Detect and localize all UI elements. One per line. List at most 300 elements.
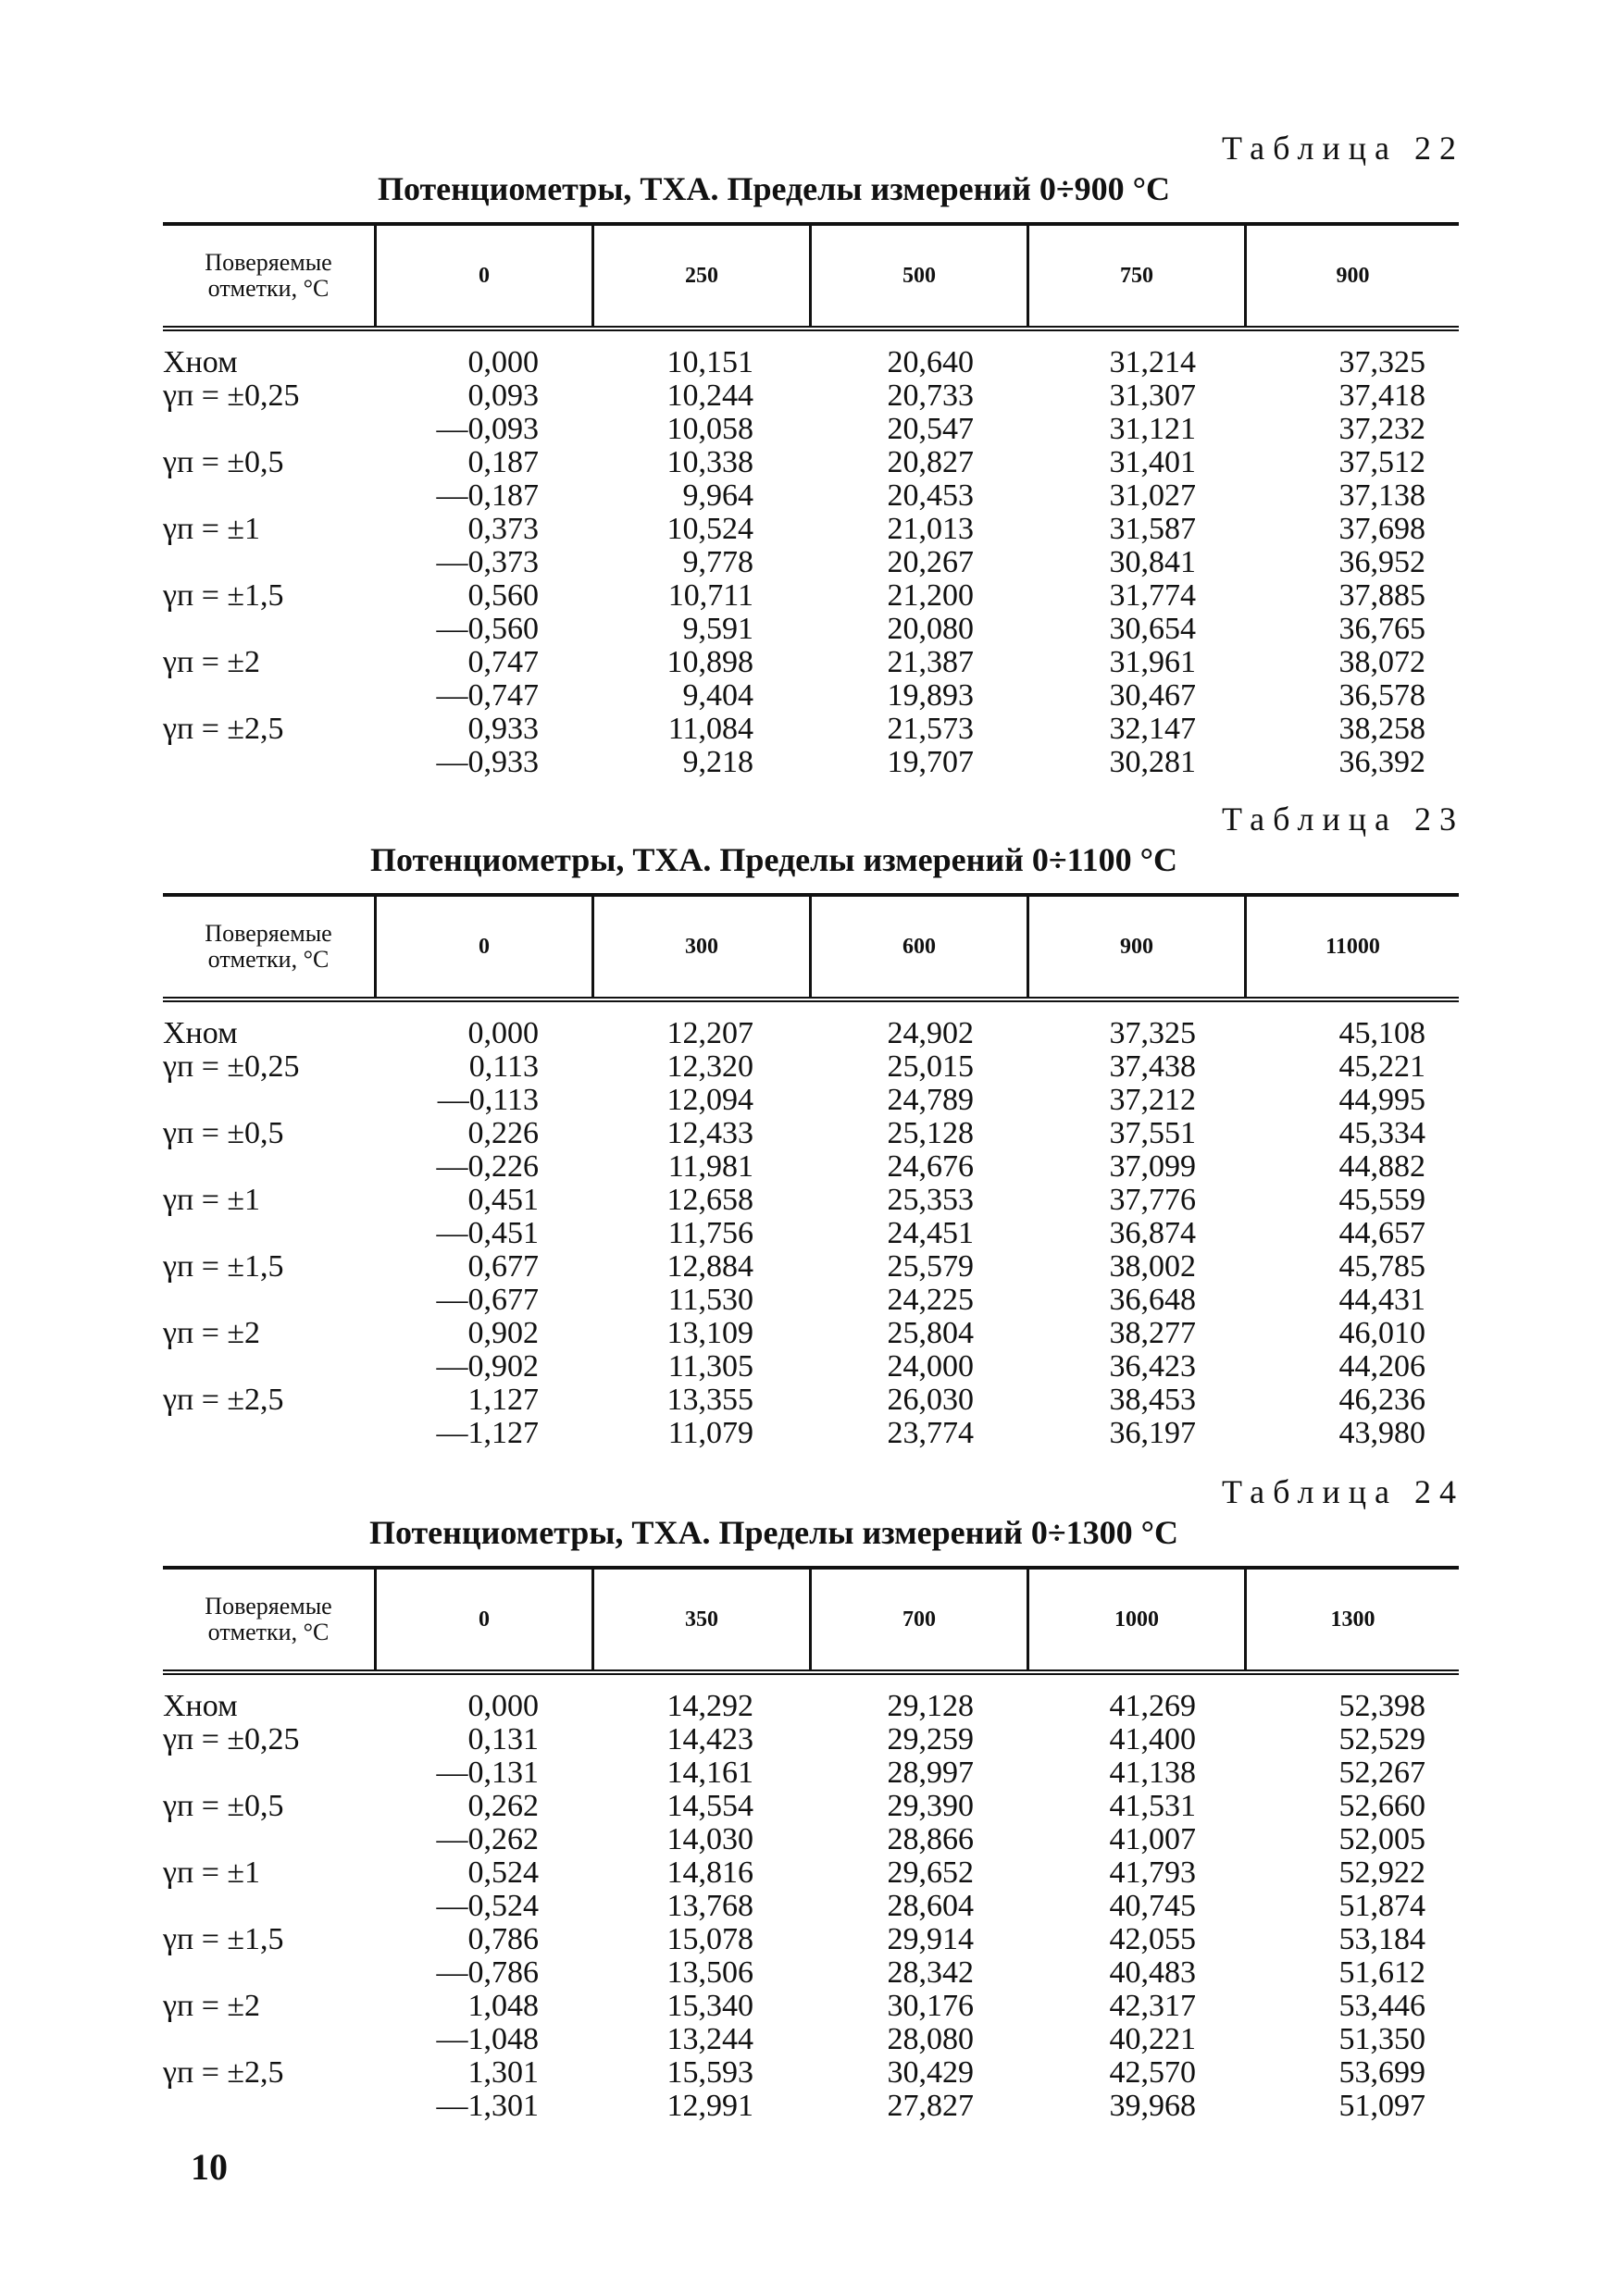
table-cell: 0,933 [467, 712, 539, 746]
table-cell: 28,604 [887, 1889, 974, 1923]
header-label-line: отметки, °C [207, 946, 330, 973]
table-cell: 38,453 [1109, 1383, 1196, 1417]
table-cell: 25,353 [887, 1183, 974, 1217]
table-cell: 23,774 [887, 1416, 974, 1450]
table-row [163, 2023, 1459, 2056]
row-label: Xном [163, 1016, 238, 1050]
table-cell: 38,072 [1338, 645, 1425, 679]
row-label: γп = ±2,5 [163, 2055, 284, 2090]
table-cell: 14,030 [666, 1822, 753, 1856]
table-cell: 0,000 [467, 345, 539, 379]
table-cell: —0,677 [436, 1283, 539, 1317]
table-cell: 13,355 [666, 1383, 753, 1417]
table-cell: 51,612 [1338, 1955, 1425, 1990]
table-cell: 40,221 [1109, 2022, 1196, 2056]
table-cell: 0,113 [468, 1049, 539, 1084]
table-cell: 0,747 [467, 645, 539, 679]
column-header: 250 [594, 226, 812, 326]
table-cell: 38,258 [1338, 712, 1425, 746]
table-cell: 43,980 [1338, 1416, 1425, 1450]
table-cell: 21,387 [887, 645, 974, 679]
table-title: Потенциометры, ТХА. Пределы измерений 0÷1300 °C [368, 1514, 1179, 1551]
header-label-line: отметки, °C [207, 275, 330, 302]
table-cell: 44,995 [1338, 1083, 1425, 1117]
row-label: γп = ±2,5 [163, 1383, 284, 1417]
table-cell: 52,005 [1338, 1822, 1425, 1856]
table-cell: 0,187 [467, 445, 539, 479]
row-label: γп = ±0,25 [163, 379, 300, 413]
row-label [163, 546, 374, 579]
table-cell: 37,551 [1109, 1116, 1196, 1150]
row-label [163, 1756, 374, 1790]
table-cell: 19,707 [887, 745, 974, 779]
table-cell: 37,885 [1338, 578, 1425, 613]
table-cell: 10,058 [666, 412, 753, 446]
table-row [163, 1317, 1459, 1350]
table-cell: 0,560 [467, 578, 539, 613]
table-cell: —0,131 [436, 1756, 539, 1790]
table-cell: 36,197 [1109, 1416, 1196, 1450]
table-23 [163, 799, 1464, 1450]
table-cell: 30,176 [887, 1989, 974, 2023]
table-cell: 13,109 [666, 1316, 753, 1350]
table-number: Таблица 23 [1222, 800, 1464, 838]
column-header: 500 [812, 226, 1029, 326]
column-header: 900 [1336, 263, 1370, 288]
table-cell: —0,451 [436, 1216, 539, 1250]
row-label: γп = ±1 [163, 1855, 261, 1890]
table-cell: 0,262 [467, 1789, 539, 1823]
table-row [163, 1990, 1459, 2023]
row-label: γп = ±0,5 [163, 1789, 284, 1823]
table-cell: 36,765 [1338, 612, 1425, 646]
table-cell: 41,400 [1109, 1722, 1196, 1756]
table-cell: 37,138 [1338, 478, 1425, 513]
table-cell: 44,206 [1338, 1349, 1425, 1384]
table-cell: 46,236 [1338, 1383, 1425, 1417]
row-label: γп = ±1 [163, 1183, 261, 1217]
table-cell: —1,048 [436, 2022, 539, 2056]
table-cell: 25,128 [887, 1116, 974, 1150]
table-row [163, 413, 1459, 446]
table-cell: 1,127 [467, 1383, 539, 1417]
table-row [163, 579, 1459, 613]
table-cell: 53,446 [1338, 1989, 1425, 2023]
table-cell: 24,000 [887, 1349, 974, 1384]
table-cell: 28,997 [887, 1756, 974, 1790]
table-cell: 36,392 [1338, 745, 1425, 779]
header-label-line: Поверяемые [205, 249, 332, 276]
row-label: γп = ±2,5 [163, 712, 284, 746]
row-label [163, 1956, 374, 1990]
row-label [163, 1217, 374, 1250]
table-cell: 28,080 [887, 2022, 974, 2056]
table-cell: 31,027 [1109, 478, 1196, 513]
table-cell: 24,902 [887, 1016, 974, 1050]
table-cell: —0,226 [436, 1149, 539, 1184]
table-cell: 52,660 [1338, 1789, 1425, 1823]
table-cell: —0,560 [436, 612, 539, 646]
row-label: γп = ±0,25 [163, 1722, 300, 1756]
table-cell: 24,676 [887, 1149, 974, 1184]
table-row [163, 1117, 1459, 1150]
table-cell: 20,827 [887, 445, 974, 479]
table-cell: —0,187 [436, 478, 539, 513]
row-label: γп = ±0,5 [163, 1116, 284, 1150]
table-row [163, 746, 1459, 779]
table-cell: 11,756 [667, 1216, 753, 1250]
table-cell: 14,554 [666, 1789, 753, 1823]
table-cell: 36,952 [1338, 545, 1425, 579]
table-row [163, 713, 1459, 746]
table-cell: 20,453 [887, 478, 974, 513]
table-cell: —0,093 [436, 412, 539, 446]
table-cell: 26,030 [887, 1383, 974, 1417]
table-cell: 0,677 [467, 1249, 539, 1284]
table-cell: 9,404 [682, 678, 753, 713]
table-row [163, 1923, 1459, 1956]
table-cell: 12,433 [666, 1116, 753, 1150]
table-cell: 25,579 [887, 1249, 974, 1284]
table-cell: 30,654 [1109, 612, 1196, 646]
table-row [163, 1184, 1459, 1217]
table-cell: 42,317 [1109, 1989, 1196, 2023]
table-row [163, 546, 1459, 579]
table-cell: 36,578 [1338, 678, 1425, 713]
table-row [163, 1723, 1459, 1756]
table-cell: 51,874 [1338, 1889, 1425, 1923]
table-cell: 1,048 [467, 1989, 539, 2023]
table-cell: 45,334 [1338, 1116, 1425, 1150]
table-cell: 29,914 [887, 1922, 974, 1956]
table-cell: 45,221 [1338, 1049, 1425, 1084]
column-header: 700 [812, 1570, 1029, 1669]
row-label [163, 2023, 374, 2056]
table-row [163, 479, 1459, 513]
table-cell: 32,147 [1109, 712, 1196, 746]
table-cell: 42,570 [1109, 2055, 1196, 2090]
table-cell: 37,418 [1338, 379, 1425, 413]
table-title: Потенциометры, ТХА. Пределы измерений 0÷900 °C [377, 170, 1171, 207]
table-cell: —0,786 [436, 1955, 539, 1990]
table-cell: 30,467 [1109, 678, 1196, 713]
table-cell: 31,961 [1109, 645, 1196, 679]
table-cell: 24,789 [887, 1083, 974, 1117]
table-cell: 9,964 [682, 478, 753, 513]
table-cell: 12,207 [666, 1016, 753, 1050]
table-row [163, 1856, 1459, 1890]
table-cell: 12,884 [666, 1249, 753, 1284]
table-cell: 20,267 [887, 545, 974, 579]
table-cell: 37,776 [1109, 1183, 1196, 1217]
row-label [163, 1284, 374, 1317]
table-row [163, 2090, 1459, 2123]
table-cell: 19,893 [887, 678, 974, 713]
table-row [163, 379, 1459, 413]
table-cell: 30,429 [887, 2055, 974, 2090]
table-cell: 20,547 [887, 412, 974, 446]
table-cell: 9,591 [682, 612, 753, 646]
page-number: 10 [191, 2146, 228, 2188]
table-cell: 31,214 [1109, 345, 1196, 379]
table-cell: 51,350 [1338, 2022, 1425, 2056]
table-body [163, 1690, 1459, 2123]
table-cell: 15,593 [666, 2055, 753, 2090]
table-row [163, 1150, 1459, 1184]
table-cell: 13,244 [666, 2022, 753, 2056]
table-cell: 44,882 [1338, 1149, 1425, 1184]
table-cell: 9,778 [682, 545, 753, 579]
table-row [163, 1217, 1459, 1250]
table-number: Таблица 24 [1222, 1473, 1464, 1510]
table-row [163, 346, 1459, 379]
row-label: γп = ±2 [163, 1316, 261, 1350]
table-cell: 51,097 [1338, 2089, 1425, 2123]
column-header: 0 [377, 226, 594, 326]
table-row [163, 1417, 1459, 1450]
table-header [163, 893, 1459, 1002]
table-cell: 11,084 [667, 712, 753, 746]
table-cell: 31,307 [1109, 379, 1196, 413]
table-row [163, 1384, 1459, 1417]
table-cell: 9,218 [682, 745, 753, 779]
table-cell: 10,338 [666, 445, 753, 479]
table-cell: 25,015 [887, 1049, 974, 1084]
table-cell: 28,866 [887, 1822, 974, 1856]
table-cell: 11,079 [667, 1416, 753, 1450]
table-header [163, 1566, 1459, 1675]
table-cell: 53,699 [1338, 2055, 1425, 2090]
row-label [163, 479, 374, 513]
table-row [163, 1823, 1459, 1856]
table-row [163, 1956, 1459, 1990]
table-cell: 14,816 [666, 1855, 753, 1890]
row-label: Xном [163, 345, 238, 379]
row-label [163, 2090, 374, 2123]
table-cell: 31,587 [1109, 512, 1196, 546]
table-cell: 37,099 [1109, 1149, 1196, 1184]
table-title: Потенциометры, ТХА. Пределы измерений 0÷1100 °C [369, 841, 1178, 878]
row-label: γп = ±1 [163, 512, 261, 546]
table-cell: 27,827 [887, 2089, 974, 2123]
header-label-line: Поверяемые [205, 1593, 332, 1620]
table-cell: 41,138 [1109, 1756, 1196, 1790]
table-cell: 0,524 [467, 1855, 539, 1890]
table-cell: 44,657 [1338, 1216, 1425, 1250]
table-cell: 37,232 [1338, 412, 1425, 446]
row-label: γп = ±0,25 [163, 1049, 300, 1084]
table-row [163, 1017, 1459, 1050]
row-label [163, 1417, 374, 1450]
table-cell: —0,902 [436, 1349, 539, 1384]
table-cell: 41,793 [1109, 1855, 1196, 1890]
table-cell: 20,640 [887, 345, 974, 379]
table-cell: 31,401 [1109, 445, 1196, 479]
table-cell: 0,226 [467, 1116, 539, 1150]
row-label [163, 1350, 374, 1384]
table-row [163, 1756, 1459, 1790]
table-body [163, 346, 1459, 779]
table-row [163, 1350, 1459, 1384]
table-cell: 28,342 [887, 1955, 974, 1990]
column-header: 0 [377, 897, 594, 997]
table-cell: 41,531 [1109, 1789, 1196, 1823]
table-cell: 15,340 [666, 1989, 753, 2023]
table-cell: 0,093 [467, 379, 539, 413]
header-label-line: Поверяемые [205, 920, 332, 947]
column-header: 1000 [1029, 1570, 1247, 1669]
table-header [163, 222, 1459, 331]
table-cell: 29,390 [887, 1789, 974, 1823]
table-row [163, 646, 1459, 679]
table-cell: 39,968 [1109, 2089, 1196, 2123]
header-label-cell [163, 1570, 377, 1669]
table-cell: 41,269 [1109, 1689, 1196, 1723]
table-cell: 38,277 [1109, 1316, 1196, 1350]
table-row [163, 1084, 1459, 1117]
table-cell: 20,080 [887, 612, 974, 646]
table-cell: 1,301 [467, 2055, 539, 2090]
table-row [163, 1890, 1459, 1923]
header-label-line: отметки, °C [207, 1619, 330, 1645]
table-cell: 15,078 [666, 1922, 753, 1956]
table-cell: 52,267 [1338, 1756, 1425, 1790]
table-cell: 40,483 [1109, 1955, 1196, 1990]
table-cell: 36,648 [1109, 1283, 1196, 1317]
table-cell: 45,785 [1338, 1249, 1425, 1284]
table-cell: 29,652 [887, 1855, 974, 1890]
table-row [163, 1284, 1459, 1317]
table-cell: 10,711 [667, 578, 753, 613]
table-cell: 30,841 [1109, 545, 1196, 579]
table-cell: 37,438 [1109, 1049, 1196, 1084]
table-cell: 10,898 [666, 645, 753, 679]
column-header: 900 [1029, 897, 1247, 997]
table-row [163, 679, 1459, 713]
table-cell: 46,010 [1338, 1316, 1425, 1350]
table-cell: 37,698 [1338, 512, 1425, 546]
table-cell: 52,922 [1338, 1855, 1425, 1890]
table-cell: 14,292 [666, 1689, 753, 1723]
table-cell: 45,559 [1338, 1183, 1425, 1217]
table-cell: 13,506 [666, 1955, 753, 1990]
table-cell: 31,774 [1109, 578, 1196, 613]
column-header: 600 [812, 897, 1029, 997]
row-label [163, 1150, 374, 1184]
table-cell: 10,151 [666, 345, 753, 379]
table-cell: 41,007 [1109, 1822, 1196, 1856]
column-header: 300 [594, 897, 812, 997]
table-cell: 24,225 [887, 1283, 974, 1317]
table-cell: 0,786 [467, 1922, 539, 1956]
table-cell: —1,127 [436, 1416, 539, 1450]
table-cell: 37,512 [1338, 445, 1425, 479]
table-cell: 14,423 [666, 1722, 753, 1756]
table-cell: 11,305 [667, 1349, 753, 1384]
table-cell: —0,113 [437, 1083, 539, 1117]
table-cell: 24,451 [887, 1216, 974, 1250]
table-row [163, 1050, 1459, 1084]
table-cell: 52,398 [1338, 1689, 1425, 1723]
table-row [163, 513, 1459, 546]
table-cell: 44,431 [1338, 1283, 1425, 1317]
column-header: 0 [377, 1570, 594, 1669]
header-label-cell [163, 226, 377, 326]
row-label: γп = ±0,5 [163, 445, 284, 479]
table-cell: 11,530 [667, 1283, 753, 1317]
table-cell: 52,529 [1338, 1722, 1425, 1756]
row-label [163, 1084, 374, 1117]
row-label: Xном [163, 1689, 238, 1723]
table-cell: 30,281 [1109, 745, 1196, 779]
row-label [163, 1890, 374, 1923]
table-cell: 12,094 [666, 1083, 753, 1117]
column-header: 11000 [1326, 934, 1380, 959]
table-cell: 10,524 [666, 512, 753, 546]
table-row [163, 1250, 1459, 1284]
row-label [163, 1823, 374, 1856]
table-cell: 0,373 [467, 512, 539, 546]
table-cell: 40,745 [1109, 1889, 1196, 1923]
table-cell: 21,573 [887, 712, 974, 746]
row-label: γп = ±1,5 [163, 1249, 284, 1284]
table-cell: 29,259 [887, 1722, 974, 1756]
row-label: γп = ±1,5 [163, 578, 284, 613]
header-label-cell [163, 897, 377, 997]
table-row [163, 2056, 1459, 2090]
table-cell: 21,200 [887, 578, 974, 613]
row-label: γп = ±1,5 [163, 1922, 284, 1956]
table-cell: 0,451 [467, 1183, 539, 1217]
table-body [163, 1017, 1459, 1450]
table-cell: 36,874 [1109, 1216, 1196, 1250]
table-row [163, 613, 1459, 646]
column-header: 350 [594, 1570, 812, 1669]
column-header: 1300 [1330, 1607, 1375, 1632]
table-cell: 12,320 [666, 1049, 753, 1084]
row-label [163, 413, 374, 446]
table-cell: 21,013 [887, 512, 974, 546]
row-label [163, 613, 374, 646]
table-row [163, 1790, 1459, 1823]
table-cell: 31,121 [1109, 412, 1196, 446]
table-cell: 0,131 [467, 1722, 539, 1756]
table-cell: 11,981 [667, 1149, 753, 1184]
table-cell: 0,902 [467, 1316, 539, 1350]
row-label: γп = ±2 [163, 645, 261, 679]
table-row [163, 1690, 1459, 1723]
table-cell: —0,747 [436, 678, 539, 713]
table-22 [163, 128, 1464, 779]
table-cell: 36,423 [1109, 1349, 1196, 1384]
table-cell: —0,262 [436, 1822, 539, 1856]
table-cell: 10,244 [666, 379, 753, 413]
table-cell: 12,658 [666, 1183, 753, 1217]
table-cell: 29,128 [887, 1689, 974, 1723]
table-row [163, 446, 1459, 479]
table-cell: 14,161 [666, 1756, 753, 1790]
row-label [163, 746, 374, 779]
column-header: 750 [1029, 226, 1247, 326]
table-cell: —1,301 [436, 2089, 539, 2123]
table-cell: —0,933 [436, 745, 539, 779]
table-24 [163, 1471, 1464, 2123]
table-cell: 38,002 [1109, 1249, 1196, 1284]
table-cell: 42,055 [1109, 1922, 1196, 1956]
table-cell: 25,804 [887, 1316, 974, 1350]
table-cell: 12,991 [666, 2089, 753, 2123]
table-number: Таблица 22 [1222, 130, 1464, 167]
